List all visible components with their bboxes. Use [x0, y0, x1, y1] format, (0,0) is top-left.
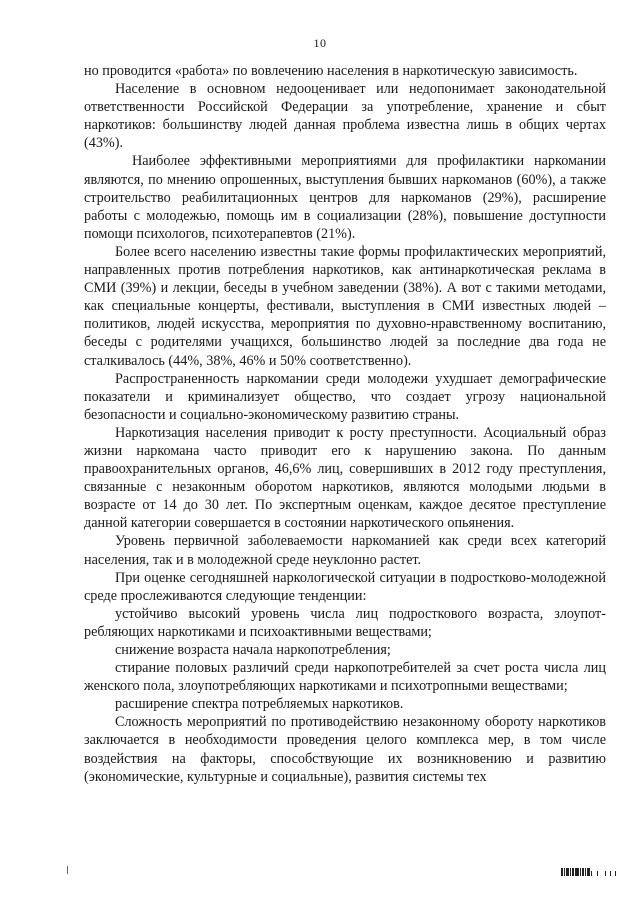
barcode-icon	[561, 867, 616, 876]
paragraph-4: Более всего населению известны такие формы профилактических мероприятий, направленных против потребления наркотиков, как антинаркотическая реклама в СМИ (39%) и лекции, беседы в учебном заведении (38%). А вот с такими методами, как специальные концерты, фестивали, выступления в СМИ известных людей – политиков, людей искусства, мероприятия по духовно-нравственному воспитанию, беседы с родителями учащихся, большинство людей за последние два года не сталкивалось (44%, 38%, 46% и 50% соответственно).	[84, 243, 606, 369]
list-item-trend-2: снижение возраста начала наркопотребления;	[115, 642, 391, 658]
scan-mark	[67, 866, 68, 874]
paragraph-7: Уровень первичной заболеваемости наркоманией как среди всех категорий населения, так и в молодежной среде неуклонно растет.	[84, 533, 606, 568]
document-body	[84, 62, 606, 786]
paragraph-5: Распространенность наркомании среди молодежи ухудшает демографические показатели и криминализует общество, что создает угрозу национальной безопасности и социально-экономическому развитию страны.	[84, 370, 606, 423]
list-item-trend-4: расширение спектра потребляемых наркотиков.	[115, 696, 404, 713]
paragraph-1: но проводится «работа» по вовлечению населения в наркотическую зависимость.	[84, 63, 578, 79]
paragraph-3: Наиболее эффективными мероприятиями для профилактики наркомании являются, по мнению опрошенных, выступления бывших наркоманов (60%), а также строительство реабилитационных центров для наркоманов (29%), расширение работы с молодежью, помощь им в социализации (28%), повышение доступности помощи психологов, психотерапевтов (21%).	[84, 153, 606, 242]
paragraph-2: Население в основном недооценивает или недопонимает законодательной ответственности Российской Федерации за употребление, хранение и сбыт наркотиков: большинству людей данная проблема известна лишь в общих чертах (43%).	[84, 81, 606, 152]
list-item-trend-1: устойчиво высокий уровень числа лиц подросткового возраста, злоупотребляющих наркотиками и психоактивными веществами;	[84, 605, 606, 640]
paragraph-9: Сложность мероприятий по противодействию незаконному обороту наркотиков заключается в необходимости проведения целого комплекса мер, в том числе воздействия на факторы, способствующие их возникновению и развитию (экономические, культурные и социальные), развития системы тех	[84, 714, 606, 785]
paragraph-8: При оценке сегодняшней наркологической ситуации в подростково-молодежной среде прослеживаются следующие тенденции:	[84, 569, 606, 604]
page-number: 10	[313, 36, 327, 50]
list-item-trend-3: стирание половых различий среди наркопотребителей за счет роста числа лиц женского пола, злоупотребляющих наркотиками и психотропными веществами;	[84, 660, 606, 695]
paragraph-6: Наркотизация населения приводит к росту преступности. Асоциальный образ жизни наркомана часто приводит его к нарушению закона. По данным правоохранительных органов, 46,6% лиц, совершивших в 2012 году преступления, связанные с незаконным оборотом наркотиков, являются молодыми людьми в возрасте от 14 до 30 лет. По экспертным оценкам, каждое десятое преступление данной категории совершается в состоянии наркотического опьянения.	[84, 424, 606, 532]
